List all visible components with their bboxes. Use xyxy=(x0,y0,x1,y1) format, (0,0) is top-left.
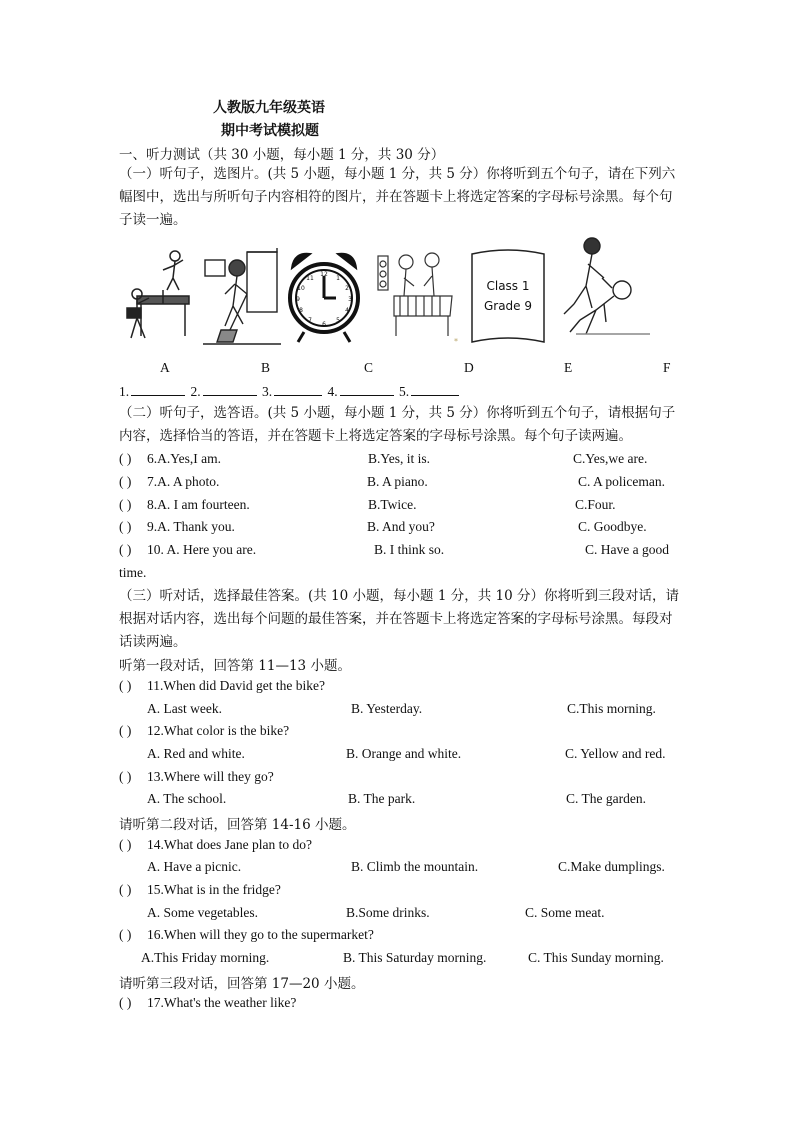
alarm-clock-icon xyxy=(284,246,364,346)
answer-paren[interactable]: ( ) xyxy=(119,769,132,784)
blank-label-2: 2. xyxy=(190,384,201,399)
answer-blank-1[interactable] xyxy=(131,383,185,396)
answer-paren[interactable]: ( ) xyxy=(119,995,132,1010)
option-c: C. A policeman. xyxy=(578,474,665,489)
dialog2-heading: 请听第二段对话，回答第 14-16 小题。 xyxy=(119,817,356,833)
piano-kids-icon xyxy=(374,246,456,346)
option-b: B. And you? xyxy=(367,519,435,534)
blank-label-4: 4. xyxy=(327,384,338,399)
svg-text:*: * xyxy=(454,337,458,346)
answer-paren[interactable]: ( ) xyxy=(119,542,132,557)
part1-instructions: （一）听句子，选图片。(共 5 小题，每小题 1 分，共 5 分）你将听到五个句子，请在下列六幅图中，选出与所听句子内容相符的图片，并在答题卡上将选定答案的字母标号涂黑。每个句子读一遍。 xyxy=(119,166,676,228)
answer-paren[interactable]: ( ) xyxy=(119,451,132,466)
option-c: C. Have a good xyxy=(585,542,669,557)
answer-paren[interactable]: ( ) xyxy=(119,474,132,489)
question-text: 11.When did David get the bike? xyxy=(147,678,325,693)
option-b: B. I think so. xyxy=(374,542,445,557)
svg-text:11: 11 xyxy=(306,275,314,282)
svg-text:8: 8 xyxy=(299,307,303,314)
option-a: A.This Friday morning. xyxy=(141,950,270,965)
picture-letter-c: C xyxy=(364,360,374,375)
option-a: A. Red and white. xyxy=(147,746,245,761)
option-c: C. Some meat. xyxy=(525,905,605,920)
question-text: 13.Where will they go? xyxy=(147,769,274,784)
option-c: C.Yes,we are. xyxy=(573,451,648,466)
class-sign-icon xyxy=(468,246,548,350)
answer-blank-4[interactable] xyxy=(340,383,394,396)
title-line-2: 期中考试模拟题 xyxy=(221,123,319,139)
picture-letter-b: B xyxy=(261,360,271,375)
helping-old-man-icon xyxy=(556,234,654,342)
option-b: B. Climb the mountain. xyxy=(351,859,479,874)
option-c: C.Four. xyxy=(575,497,616,512)
option-a: A. Some vegetables. xyxy=(147,905,258,920)
answer-paren[interactable]: ( ) xyxy=(119,519,132,534)
svg-text:6: 6 xyxy=(322,321,326,328)
svg-text:7: 7 xyxy=(308,317,312,324)
class-sign-text-1: Class 1 xyxy=(486,279,530,293)
answer-paren[interactable]: ( ) xyxy=(119,882,132,897)
option-a: 6.A.Yes,I am. xyxy=(147,451,222,466)
option-c: C. The garden. xyxy=(566,791,646,806)
question-text: 15.What is in the fridge? xyxy=(147,882,281,897)
table-tennis-icon xyxy=(123,246,193,346)
svg-text:12: 12 xyxy=(320,271,328,278)
dialog3-heading: 请听第三段对话，回答第 17—20 小题。 xyxy=(119,976,365,992)
option-a: A. The school. xyxy=(147,791,227,806)
dialog1-heading: 听第一段对话，回答第 11—13 小题。 xyxy=(119,658,351,674)
option-c: C.This morning. xyxy=(567,701,656,716)
option-b: B.Yes, it is. xyxy=(368,451,431,466)
class-sign-text-2: Grade 9 xyxy=(483,299,533,313)
option-b: B. The park. xyxy=(348,791,416,806)
svg-text:10: 10 xyxy=(297,285,305,292)
answer-paren[interactable]: ( ) xyxy=(119,723,132,738)
option-a: A. Last week. xyxy=(147,701,222,716)
picture-letter-f: F xyxy=(663,360,671,375)
question-text: 16.When will they go to the supermarket? xyxy=(147,927,374,942)
title-line-1: 人教版九年级英语 xyxy=(213,100,325,116)
svg-text:2: 2 xyxy=(345,285,349,292)
part3-instructions: （三）听对话，选择最佳答案。(共 10 小题，每小题 1 分，共 10 分）你将听到三段对话，请根据对话内容，选出每个问题的最佳答案，并在答题卡上将选定答案的字母标号涂黑。每段对话读两遍。 xyxy=(119,588,679,650)
option-a: A. Have a picnic. xyxy=(147,859,242,874)
option-b: B. Yesterday. xyxy=(351,701,423,716)
answer-paren[interactable]: ( ) xyxy=(119,837,132,852)
blank-label-5: 5. xyxy=(399,384,410,399)
answer-paren[interactable]: ( ) xyxy=(119,497,132,512)
question-text: 12.What color is the bike? xyxy=(147,723,290,738)
svg-text:9: 9 xyxy=(296,296,300,303)
svg-text:1: 1 xyxy=(336,275,340,282)
svg-text:5: 5 xyxy=(336,317,340,324)
answer-blank-3[interactable] xyxy=(274,383,322,396)
blank-label-1: 1. xyxy=(119,384,130,399)
picture-letter-e: E xyxy=(564,360,573,375)
option-a: 9.A. Thank you. xyxy=(147,519,235,534)
option-c: C.Make dumplings. xyxy=(558,859,665,874)
answer-blanks-row xyxy=(119,383,461,400)
part2-instructions: （二）听句子，选答语。(共 5 小题，每小题 1 分，共 5 分）你将听到五个句子，请根据句子内容，选择恰当的答语，并在答题卡上将选定答案的字母标号涂黑。每个句子读两遍。 xyxy=(119,405,676,444)
question-10-wrap: time. xyxy=(119,565,147,580)
answer-blank-5[interactable] xyxy=(411,383,459,396)
option-b: B.Some drinks. xyxy=(346,905,430,920)
option-a: 7.A. A photo. xyxy=(147,474,220,489)
option-c: C. Goodbye. xyxy=(578,519,647,534)
option-b: B. Orange and white. xyxy=(346,746,462,761)
option-a: 10. A. Here you are. xyxy=(147,542,257,557)
answer-paren[interactable]: ( ) xyxy=(119,678,132,693)
option-c: C. Yellow and red. xyxy=(565,746,666,761)
question-text: 14.What does Jane plan to do? xyxy=(147,837,312,852)
option-b: B.Twice. xyxy=(368,497,417,512)
svg-text:3: 3 xyxy=(348,296,352,303)
question-text: 17.What's the weather like? xyxy=(147,995,297,1010)
blank-label-3: 3. xyxy=(262,384,273,399)
svg-text:4: 4 xyxy=(345,307,349,314)
option-b: B. A piano. xyxy=(367,474,428,489)
option-c: C. This Sunday morning. xyxy=(528,950,664,965)
picture-letter-a: A xyxy=(160,360,170,375)
section-heading: 一、听力测试（共 30 小题，每小题 1 分，共 30 分） xyxy=(119,147,445,163)
picture-letter-d: D xyxy=(464,360,474,375)
answer-blank-2[interactable] xyxy=(203,383,257,396)
option-b: B. This Saturday morning. xyxy=(343,950,487,965)
option-a: 8.A. I am fourteen. xyxy=(147,497,250,512)
sweeping-boy-icon xyxy=(203,246,281,346)
answer-paren[interactable]: ( ) xyxy=(119,927,132,942)
